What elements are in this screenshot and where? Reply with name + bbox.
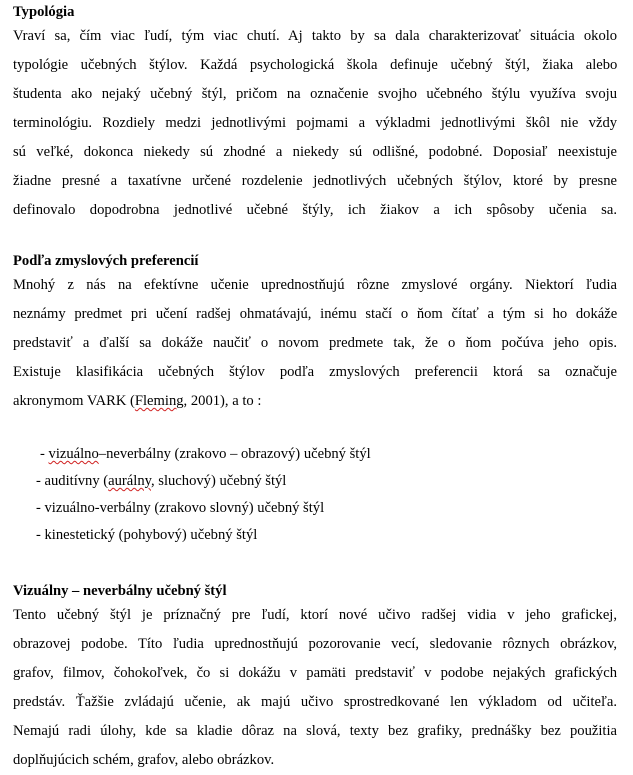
text-line: grafov, filmov, čohokoľvek, čo si dokážu v pamäti predstaviť v podobe nejakých grafických <box>13 665 617 681</box>
text-line: Tento učebný štýl je príznačný pre ľudí, ktorí nové učivo radšej vidia v jeho grafickej, <box>13 607 617 623</box>
list-word: vizuálno <box>48 446 99 462</box>
text-line: predstáv. Ťažšie zvládajú učenie, ak majú učivo sprostredkované len výkladom od učiteľa. <box>13 694 617 710</box>
text-line: definovalo dopodrobna jednotlivé učebné štýly, ich žiakov a ich spôsoby učenia sa. <box>13 202 617 218</box>
heading-zmyslove: Podľa zmyslových preferencií <box>13 253 199 269</box>
text-line: obrazovej podobe. Títo ľudia uprednostňujú pozorovanie vecí, sledovanie rôznych obrázkov, <box>13 636 618 652</box>
paragraph-zmyslove <box>13 271 617 416</box>
text-line: terminológiu. Rozdiely medzi jednotlivými pojmami a výkladmi jednotlivými škôl nie vždy <box>13 115 618 131</box>
text-line: typológie učebných štýlov. Každá psychologická škola definuje učebný štýl, žiaka alebo <box>13 57 618 73</box>
list-marker: - <box>40 446 49 462</box>
text-fragment: akronymom VARK ( <box>13 393 135 409</box>
list-item: - kinestetický (pohybový) učebný štýl <box>36 527 258 543</box>
list-item <box>13 468 617 495</box>
list-text: –neverbálny (zrakovo – obrazový) učebný štýl <box>98 446 371 462</box>
text-fragment: , 2001), a to : <box>183 393 262 409</box>
paragraph-typologia <box>13 22 617 225</box>
list-text: , sluchový) učebný štýl <box>150 473 287 489</box>
spacer <box>13 549 617 581</box>
list-item: - vizuálno-verbálny (zrakovo slovný) učebný štýl <box>36 500 325 516</box>
spacer <box>13 416 617 441</box>
text-line <box>13 387 617 416</box>
list-text: - auditívny ( <box>36 473 109 489</box>
text-line: Vraví sa, čím viac ľudí, tým viac chutí. Aj takto by sa dala charakterizovať situácia okolo <box>13 28 618 44</box>
text-line: Nemajú radi úlohy, kde sa kladie dôraz na slová, texty bez grafiky, prednášky bez použitia <box>13 723 617 739</box>
text-line: neznámy predmet pri učení radšej ohmatávajú, inému stačí o ňom čítať a tým si ho dokáže <box>13 306 618 322</box>
paragraph-vizualny <box>13 601 617 775</box>
citation-author: Fleming <box>134 393 184 409</box>
text-line: Mnohý z nás na efektívne učenie uprednostňujú rôzne zmyslové orgány. Niektorí ľudia <box>13 277 617 293</box>
text-line: študenta ako nejaký učebný štýl, pričom na označenie svojho učebného štýlu využíva svoju <box>13 86 617 102</box>
spacer <box>13 225 617 251</box>
bullet-list <box>13 441 617 549</box>
text-line: sú veľké, dokonca niekedy sú zhodné a niekedy sú odlišné, podobné. Doposiaľ neexistuje <box>13 144 617 160</box>
heading-typologia: Typológia <box>13 4 75 20</box>
heading-vizualny: Vizuálny – neverbálny učebný štýl <box>13 583 227 599</box>
text-line: predstaviť a ďalší sa dokáže naučiť o novom predmete tak, že o ňom počúva jeho opis. <box>13 335 617 351</box>
text-line: doplňujúcich schém, grafov, alebo obrázkov. <box>13 752 275 768</box>
list-word: aurálny <box>108 473 151 489</box>
text-line: Existuje klasifikácia učebných štýlov podľa zmyslových preferencii ktorá sa označuje <box>13 364 617 380</box>
text-line: žiadne presné a taxatívne určené rozdelenie jednotlivých učebných štýlov, ktoré by presne <box>13 173 617 189</box>
document-page <box>13 2 617 775</box>
list-item <box>13 441 617 468</box>
